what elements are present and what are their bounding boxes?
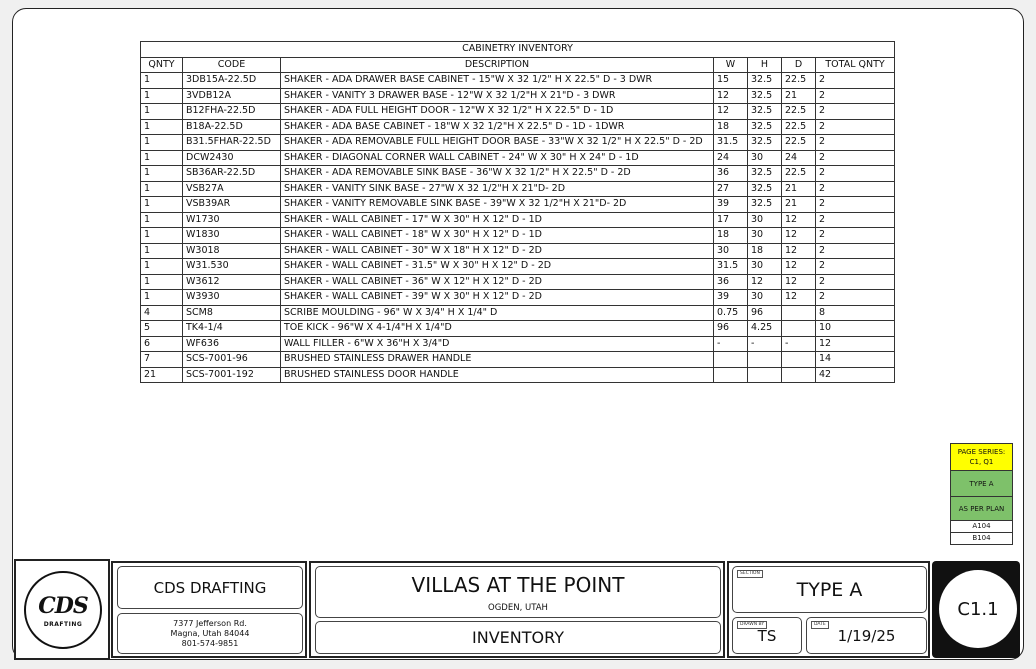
cell-total-qnty: 2 bbox=[816, 274, 895, 290]
header-code: CODE bbox=[183, 57, 281, 73]
cell-total-qnty: 8 bbox=[816, 305, 895, 321]
table-row bbox=[141, 119, 895, 135]
project-location: OGDEN, UTAH bbox=[488, 603, 548, 613]
cell-d: 22.5 bbox=[782, 135, 816, 151]
company-name: CDS DRAFTING bbox=[117, 566, 303, 609]
cell-qnty: 6 bbox=[141, 336, 183, 352]
cell-code: TK4-1/4 bbox=[183, 321, 281, 337]
cell-d: 21 bbox=[782, 197, 816, 213]
cell-w: 31.5 bbox=[714, 135, 748, 151]
cell-w: 30 bbox=[714, 243, 748, 259]
cell-h: 32.5 bbox=[748, 119, 782, 135]
cell-code: SCM8 bbox=[183, 305, 281, 321]
drawn-by-label: DRAWN BY bbox=[737, 621, 767, 629]
cell-description: SHAKER - WALL CABINET - 18" W X 30" H X 12" D - 1D bbox=[281, 228, 714, 244]
page-series-ref-1: A104 bbox=[950, 521, 1013, 533]
project-name: VILLAS AT THE POINT bbox=[411, 573, 625, 597]
cell-description: SHAKER - VANITY 3 DRAWER BASE - 12"W X 32 1/2"H X 21"D - 3 DWR bbox=[281, 88, 714, 104]
cell-description: BRUSHED STAINLESS DOOR HANDLE bbox=[281, 367, 714, 383]
cell-code: 3VDB12A bbox=[183, 88, 281, 104]
cell-w: 15 bbox=[714, 73, 748, 89]
cell-total-qnty: 2 bbox=[816, 212, 895, 228]
table-row bbox=[141, 212, 895, 228]
cell-description: SHAKER - ADA REMOVABLE FULL HEIGHT DOOR BASE - 33"W X 32 1/2" H X 22.5" D - 2D bbox=[281, 135, 714, 151]
cell-h bbox=[748, 352, 782, 368]
table-row bbox=[141, 228, 895, 244]
cell-total-qnty: 2 bbox=[816, 88, 895, 104]
cell-h: 30 bbox=[748, 150, 782, 166]
table-row bbox=[141, 197, 895, 213]
cell-description: SHAKER - ADA REMOVABLE SINK BASE - 36"W X 32 1/2" H X 22.5" D - 2D bbox=[281, 166, 714, 182]
drawn-by: TS bbox=[757, 626, 777, 645]
logo-box bbox=[14, 559, 110, 660]
cell-total-qnty: 14 bbox=[816, 352, 895, 368]
date-label: DATE bbox=[811, 621, 829, 629]
cell-code: W3930 bbox=[183, 290, 281, 306]
cell-h: 96 bbox=[748, 305, 782, 321]
cell-h: 4.25 bbox=[748, 321, 782, 337]
table-row bbox=[141, 352, 895, 368]
header-d: D bbox=[782, 57, 816, 73]
cell-w: 27 bbox=[714, 181, 748, 197]
cell-description: SHAKER - WALL CABINET - 36" W X 12" H X 12" D - 2D bbox=[281, 274, 714, 290]
cell-total-qnty: 2 bbox=[816, 166, 895, 182]
cell-h: 12 bbox=[748, 274, 782, 290]
cell-description: WALL FILLER - 6"W X 36"H X 3/4"D bbox=[281, 336, 714, 352]
table-row bbox=[141, 305, 895, 321]
company-box bbox=[111, 561, 307, 658]
project-info bbox=[315, 566, 721, 618]
cell-qnty: 1 bbox=[141, 150, 183, 166]
cell-w: 36 bbox=[714, 274, 748, 290]
cell-total-qnty: 42 bbox=[816, 367, 895, 383]
cell-code: B12FHA-22.5D bbox=[183, 104, 281, 120]
cell-h: 30 bbox=[748, 228, 782, 244]
header-w: W bbox=[714, 57, 748, 73]
page-series-cell bbox=[950, 443, 1013, 471]
table-row bbox=[141, 259, 895, 275]
cell-qnty: 1 bbox=[141, 135, 183, 151]
cell-total-qnty: 2 bbox=[816, 119, 895, 135]
cell-w: 39 bbox=[714, 197, 748, 213]
table-row bbox=[141, 181, 895, 197]
cell-total-qnty: 2 bbox=[816, 243, 895, 259]
cell-d: 24 bbox=[782, 150, 816, 166]
table-header-row bbox=[141, 57, 895, 73]
cell-qnty: 1 bbox=[141, 119, 183, 135]
logo-letters: CDS bbox=[38, 592, 88, 619]
cell-qnty: 1 bbox=[141, 166, 183, 182]
cell-w: 24 bbox=[714, 150, 748, 166]
cell-qnty: 1 bbox=[141, 274, 183, 290]
cell-code: 3DB15A-22.5D bbox=[183, 73, 281, 89]
table-body bbox=[141, 73, 895, 383]
cell-w: 18 bbox=[714, 228, 748, 244]
cell-qnty: 1 bbox=[141, 290, 183, 306]
company-address bbox=[117, 613, 303, 654]
type-cell bbox=[732, 566, 927, 613]
address-line: Magna, Utah 84044 bbox=[170, 628, 250, 638]
cell-code: SCS-7001-192 bbox=[183, 367, 281, 383]
cell-w: 18 bbox=[714, 119, 748, 135]
cell-qnty: 4 bbox=[141, 305, 183, 321]
cell-w: - bbox=[714, 336, 748, 352]
cell-code: VSB39AR bbox=[183, 197, 281, 213]
cell-w bbox=[714, 367, 748, 383]
cell-h: 32.5 bbox=[748, 104, 782, 120]
table-row bbox=[141, 290, 895, 306]
cell-h: 30 bbox=[748, 290, 782, 306]
date-cell bbox=[806, 617, 927, 654]
cell-total-qnty: 2 bbox=[816, 150, 895, 166]
table-title: CABINETRY INVENTORY bbox=[141, 42, 895, 58]
cell-d: 12 bbox=[782, 243, 816, 259]
cell-d: 22.5 bbox=[782, 73, 816, 89]
cell-code: DCW2430 bbox=[183, 150, 281, 166]
cell-description: SHAKER - ADA DRAWER BASE CABINET - 15"W X 32 1/2" H X 22.5" D - 3 DWR bbox=[281, 73, 714, 89]
cell-total-qnty: 2 bbox=[816, 104, 895, 120]
cell-d: 21 bbox=[782, 181, 816, 197]
cell-d: - bbox=[782, 336, 816, 352]
cell-code: WF636 bbox=[183, 336, 281, 352]
cell-d bbox=[782, 305, 816, 321]
cell-d: 22.5 bbox=[782, 166, 816, 182]
table-row bbox=[141, 73, 895, 89]
cell-total-qnty: 12 bbox=[816, 336, 895, 352]
cell-code: W1730 bbox=[183, 212, 281, 228]
cell-h bbox=[748, 367, 782, 383]
cell-code: SB36AR-22.5D bbox=[183, 166, 281, 182]
cell-total-qnty: 2 bbox=[816, 73, 895, 89]
cell-total-qnty: 2 bbox=[816, 228, 895, 244]
cell-qnty: 1 bbox=[141, 228, 183, 244]
cell-d: 22.5 bbox=[782, 104, 816, 120]
table-row bbox=[141, 336, 895, 352]
cell-qnty: 1 bbox=[141, 259, 183, 275]
plan-type: TYPE A bbox=[796, 578, 863, 601]
page-series-plan: AS PER PLAN bbox=[950, 497, 1013, 521]
cell-description: SHAKER - WALL CABINET - 39" W X 30" H X 12" D - 2D bbox=[281, 290, 714, 306]
cell-d bbox=[782, 352, 816, 368]
page-series-ref-2: B104 bbox=[950, 533, 1013, 545]
header-description: DESCRIPTION bbox=[281, 57, 714, 73]
cell-d: 22.5 bbox=[782, 119, 816, 135]
table-row bbox=[141, 88, 895, 104]
title-block bbox=[14, 559, 1022, 660]
table-row bbox=[141, 367, 895, 383]
company-logo bbox=[24, 571, 102, 649]
cell-description: TOE KICK - 96"W X 4-1/4"H X 1/4"D bbox=[281, 321, 714, 337]
page-series-value: C1, Q1 bbox=[969, 458, 994, 466]
cell-h: 32.5 bbox=[748, 181, 782, 197]
cell-qnty: 1 bbox=[141, 197, 183, 213]
cell-description: SHAKER - DIAGONAL CORNER WALL CABINET - 24" W X 30" H X 24" D - 1D bbox=[281, 150, 714, 166]
cell-d: 12 bbox=[782, 259, 816, 275]
logo-subtitle: DRAFTING bbox=[43, 620, 83, 628]
cell-w: 0.75 bbox=[714, 305, 748, 321]
sheet-title: INVENTORY bbox=[315, 621, 721, 654]
cell-qnty: 5 bbox=[141, 321, 183, 337]
cell-h: 32.5 bbox=[748, 166, 782, 182]
cell-code: B18A-22.5D bbox=[183, 119, 281, 135]
sheet-number-box bbox=[932, 561, 1020, 658]
address-line: 801-574-9851 bbox=[181, 638, 239, 648]
header-h: H bbox=[748, 57, 782, 73]
table-row bbox=[141, 274, 895, 290]
cell-description: SHAKER - VANITY REMOVABLE SINK BASE - 39"W X 32 1/2"H X 21"D- 2D bbox=[281, 197, 714, 213]
table-title-row bbox=[141, 42, 895, 58]
cell-h: - bbox=[748, 336, 782, 352]
cell-total-qnty: 2 bbox=[816, 259, 895, 275]
page-series-type: TYPE A bbox=[950, 471, 1013, 497]
cell-d bbox=[782, 321, 816, 337]
cell-qnty: 1 bbox=[141, 181, 183, 197]
cell-w: 31.5 bbox=[714, 259, 748, 275]
header-qnty: QNTY bbox=[141, 57, 183, 73]
cell-total-qnty: 2 bbox=[816, 135, 895, 151]
cell-w: 12 bbox=[714, 104, 748, 120]
cell-w: 12 bbox=[714, 88, 748, 104]
header-total-qnty: TOTAL QNTY bbox=[816, 57, 895, 73]
cell-code: W3018 bbox=[183, 243, 281, 259]
cell-h: 32.5 bbox=[748, 73, 782, 89]
table-row bbox=[141, 166, 895, 182]
cell-description: SHAKER - ADA FULL HEIGHT DOOR - 12"W X 32 1/2" H X 22.5" D - 1D bbox=[281, 104, 714, 120]
cell-d bbox=[782, 367, 816, 383]
cell-total-qnty: 2 bbox=[816, 181, 895, 197]
table-row bbox=[141, 135, 895, 151]
type-box bbox=[727, 561, 930, 658]
page-series-title: PAGE SERIES: bbox=[957, 448, 1006, 456]
cell-d: 12 bbox=[782, 274, 816, 290]
cell-d: 12 bbox=[782, 212, 816, 228]
cell-h: 32.5 bbox=[748, 88, 782, 104]
cell-description: SHAKER - WALL CABINET - 31.5" W X 30" H X 12" D - 2D bbox=[281, 259, 714, 275]
cell-qnty: 7 bbox=[141, 352, 183, 368]
cell-qnty: 1 bbox=[141, 243, 183, 259]
cell-total-qnty: 2 bbox=[816, 197, 895, 213]
cell-total-qnty: 10 bbox=[816, 321, 895, 337]
cell-qnty: 1 bbox=[141, 212, 183, 228]
cell-qnty: 1 bbox=[141, 104, 183, 120]
cell-h: 18 bbox=[748, 243, 782, 259]
cell-d: 21 bbox=[782, 88, 816, 104]
cell-description: BRUSHED STAINLESS DRAWER HANDLE bbox=[281, 352, 714, 368]
cell-code: W3612 bbox=[183, 274, 281, 290]
drawing-date: 1/19/25 bbox=[837, 626, 896, 645]
sheet-number: C1.1 bbox=[939, 570, 1017, 648]
cell-description: SHAKER - ADA BASE CABINET - 18"W X 32 1/2"H X 22.5" D - 1D - 1DWR bbox=[281, 119, 714, 135]
cell-code: B31.5FHAR-22.5D bbox=[183, 135, 281, 151]
project-box bbox=[309, 561, 725, 658]
table-row bbox=[141, 150, 895, 166]
cell-d: 12 bbox=[782, 228, 816, 244]
cell-w: 17 bbox=[714, 212, 748, 228]
cell-code: SCS-7001-96 bbox=[183, 352, 281, 368]
drawn-by-cell bbox=[732, 617, 802, 654]
cell-description: SHAKER - WALL CABINET - 17" W X 30" H X 12" D - 1D bbox=[281, 212, 714, 228]
cell-code: VSB27A bbox=[183, 181, 281, 197]
cell-description: SCRIBE MOULDING - 96" W X 3/4" H X 1/4" D bbox=[281, 305, 714, 321]
address-line: 7377 Jefferson Rd. bbox=[173, 618, 247, 628]
table-row bbox=[141, 243, 895, 259]
cell-h: 32.5 bbox=[748, 135, 782, 151]
cell-description: SHAKER - VANITY SINK BASE - 27"W X 32 1/2"H X 21"D- 2D bbox=[281, 181, 714, 197]
cell-h: 30 bbox=[748, 212, 782, 228]
cell-total-qnty: 2 bbox=[816, 290, 895, 306]
cell-h: 30 bbox=[748, 259, 782, 275]
cell-qnty: 1 bbox=[141, 73, 183, 89]
cell-qnty: 1 bbox=[141, 88, 183, 104]
table-row bbox=[141, 104, 895, 120]
page-series-legend bbox=[950, 443, 1013, 545]
cell-w: 39 bbox=[714, 290, 748, 306]
cell-description: SHAKER - WALL CABINET - 30" W X 18" H X 12" D - 2D bbox=[281, 243, 714, 259]
cell-code: W31.530 bbox=[183, 259, 281, 275]
cabinetry-inventory-table bbox=[140, 41, 895, 383]
table-row bbox=[141, 321, 895, 337]
cell-d: 12 bbox=[782, 290, 816, 306]
cell-h: 32.5 bbox=[748, 197, 782, 213]
cell-w: 36 bbox=[714, 166, 748, 182]
section-label: SECTION bbox=[737, 570, 763, 578]
cell-w bbox=[714, 352, 748, 368]
cell-qnty: 21 bbox=[141, 367, 183, 383]
cell-code: W1830 bbox=[183, 228, 281, 244]
cell-w: 96 bbox=[714, 321, 748, 337]
